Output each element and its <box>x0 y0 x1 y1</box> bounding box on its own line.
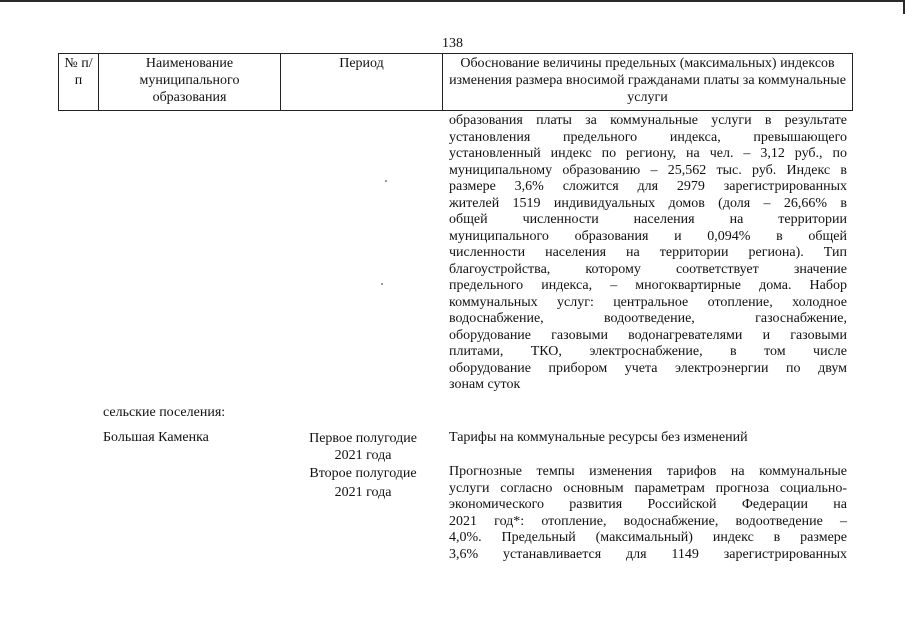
text-line: размере 3,6% сложится для 2979 зарегистрированных <box>449 179 847 194</box>
municipality-name: Большая Каменка <box>103 430 209 445</box>
text-line: предельного индекса, – многоквартирные дома. Набор <box>449 278 847 293</box>
text-line: общей численности населения на территории <box>449 212 847 227</box>
text-line: образования платы за коммунальные услуги в результате <box>449 113 847 128</box>
text-line: оборудование газовыми водонагревателями и газовыми <box>449 327 847 343</box>
header-col-justification: Обоснование величины предельных (максимальных) индексов изменения размера вносимой гражданами платы за коммунальные услуги <box>443 54 853 111</box>
header-col-period: Период <box>281 54 443 111</box>
header-col-number: № п/п <box>59 54 99 111</box>
text-line: услуги согласно основным параметрам прогноза социально- <box>449 480 847 496</box>
justification-continuation <box>449 113 847 394</box>
justification-forecast <box>449 464 847 563</box>
text-line: коммунальных услуг: центральное отопление, холодное <box>449 294 847 310</box>
text-line: численности населения на территории региона). Тип <box>449 245 847 260</box>
text-line: установленный индекс по региону, на чел. – 3,12 руб., по <box>449 146 847 161</box>
scan-speck <box>385 180 387 182</box>
text-line: муниципального образования и 0,094% в общей <box>449 228 847 244</box>
text-line: 2021 год*: отопление, водоснабжение, водоотведение – <box>449 513 847 529</box>
scan-edge <box>0 0 905 2</box>
period-first-half <box>300 430 426 464</box>
text-line: Прогнозные темпы изменения тарифов на коммунальные <box>449 464 847 479</box>
text-line: плитами, ТКО, электроснабжение, в том числе <box>449 344 847 359</box>
scan-speck <box>381 283 383 285</box>
period-second-half <box>300 464 426 502</box>
text-line: 3,6% устанавливается для 1149 зарегистрированных <box>449 546 847 562</box>
text-line: жителей 1519 индивидуальных домов (доля – 26,66% в <box>449 195 847 211</box>
period-first-half-line1: Первое полугодие <box>309 431 417 446</box>
text-line: муниципальному образованию – 25,562 тыс. руб. Индекс в <box>449 162 847 178</box>
page-number: 138 <box>442 36 463 51</box>
text-line: 4,0%. Предельный (максимальный) индекс в размере <box>449 530 847 545</box>
header-col-name: Наименование муниципального образования <box>99 54 281 111</box>
text-line: экономического развития Российской Федерации на <box>449 497 847 512</box>
table-header <box>58 53 853 111</box>
text-line: оборудование прибором учета электроэнергии по двум <box>449 360 847 376</box>
period-second-half-line1: Второе полугодие <box>309 466 417 481</box>
text-line: зонам суток <box>449 377 521 392</box>
text-line: благоустройства, которому соответствует значение <box>449 261 847 277</box>
section-label: сельские поселения: <box>103 405 226 420</box>
text-line: установления предельного индекса, превышающего <box>449 129 847 145</box>
justification-tariffs-unchanged: Тарифы на коммунальные ресурсы без изменений <box>449 430 748 445</box>
period-second-half-line2: 2021 года <box>334 485 392 500</box>
text-line: водоснабжение, водоотведение, газоснабжение, <box>449 311 847 326</box>
period-first-half-line2: 2021 года <box>334 448 392 463</box>
